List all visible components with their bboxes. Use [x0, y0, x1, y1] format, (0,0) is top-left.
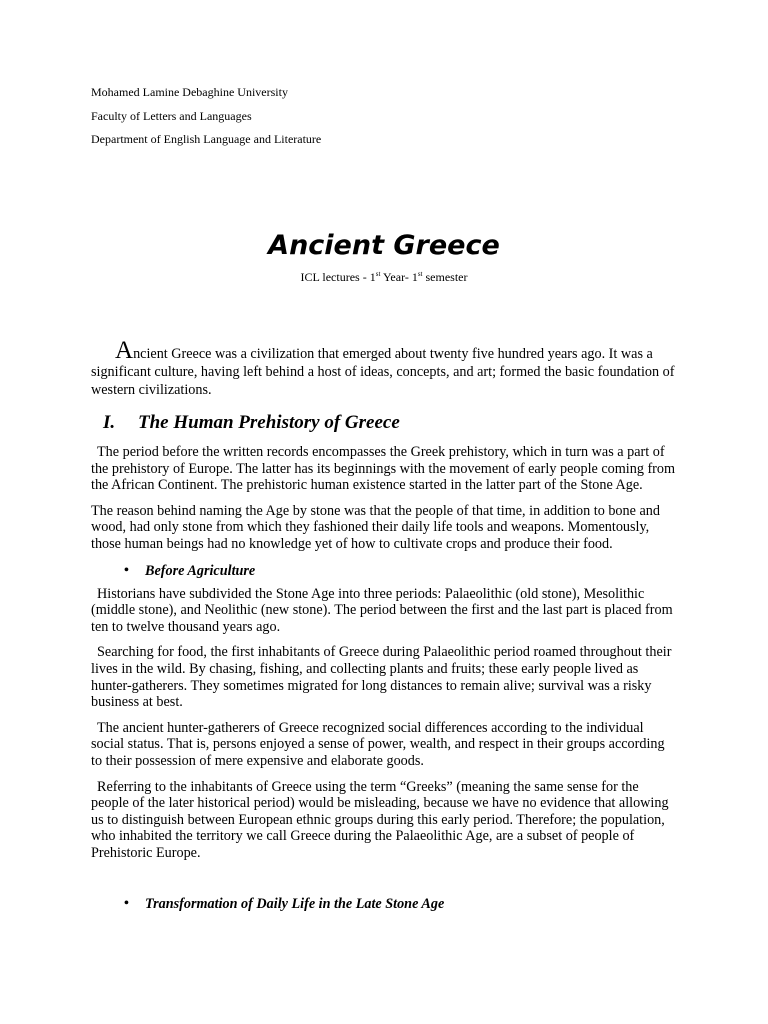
subsection-heading: [124, 895, 677, 913]
subsection-title: Transformation of Daily Life in the Late Stone Age: [145, 896, 445, 913]
document-title: Ancient Greece: [268, 230, 500, 261]
body-paragraph: The period before the written records encompasses the Greek prehistory, which in turn was a part of the prehistory of Europe. The latter has its beginnings with the movement of early people coming from the African Continent. The prehistoric human existence started in the latter part of the Stone Age.: [91, 444, 676, 494]
section-title: The Human Prehistory of Greece: [138, 412, 400, 433]
body-paragraph: The reason behind naming the Age by stone was that the people of that time, in addition to bone and wood, had only stone from which they fashioned their daily life tools and weapons. Momentously, those human beings had no knowledge yet of how to cultivate crops and produce their food.: [91, 502, 660, 552]
subsection-title: Before Agriculture: [145, 562, 256, 579]
document-subtitle: ICL lectures - 1st Year- 1st semester: [300, 270, 468, 284]
faculty-name: Faculty of Letters and Languages: [91, 108, 252, 123]
university-name: Mohamed Lamine Debaghine University: [91, 85, 288, 99]
intro-paragraph: Ancient Greece was a civilization that emerged about twenty five hundred years ago. It was a significant culture, having left behind a host of ideas, concepts, and art; formed the basic foundation of western civilizations.: [91, 337, 675, 398]
bullet-icon: •: [124, 562, 129, 578]
body-paragraph: The ancient hunter-gatherers of Greece recognized social differences according to the individual social status. That is, persons enjoyed a sense of power, wealth, and respect in their groups according to their possession of mere expensive and elaborate goods.: [91, 719, 665, 769]
section-heading: [103, 411, 677, 435]
bullet-icon: •: [124, 896, 129, 912]
body-paragraph: Historians have subdivided the Stone Age into three periods: Palaeolithic (old stone), Mesolithic (middle stone), and Neolithic (new stone). The period between the first and the last part is placed from ten to twelve thousand years ago.: [91, 585, 673, 635]
body-paragraph: Searching for food, the first inhabitants of Greece during Palaeolithic period roamed throughout their lives in the wild. By chasing, fishing, and collecting plants and fruits; these early people lived as hunter-gatherers. They sometimes migrated for long distances to remain alive; survival was a risky business at best.: [91, 644, 672, 711]
department-name: Department of English Language and Literature: [91, 132, 322, 146]
body-paragraph: Referring to the inhabitants of Greece using the term “Greeks” (meaning the same sense for the people of the later historical period) would be misleading, because we have no evidence that allowing us to distinguish between European ethnic groups during this early period. Therefore; the population, who inhabited the territory we call Greece during the Palaeolithic Age, are a subset of people of Prehistoric Europe.: [91, 778, 669, 861]
subsection-heading: [124, 562, 677, 580]
document-page: [91, 84, 677, 919]
section-number: I.: [103, 412, 116, 433]
drop-cap: A: [115, 337, 134, 364]
